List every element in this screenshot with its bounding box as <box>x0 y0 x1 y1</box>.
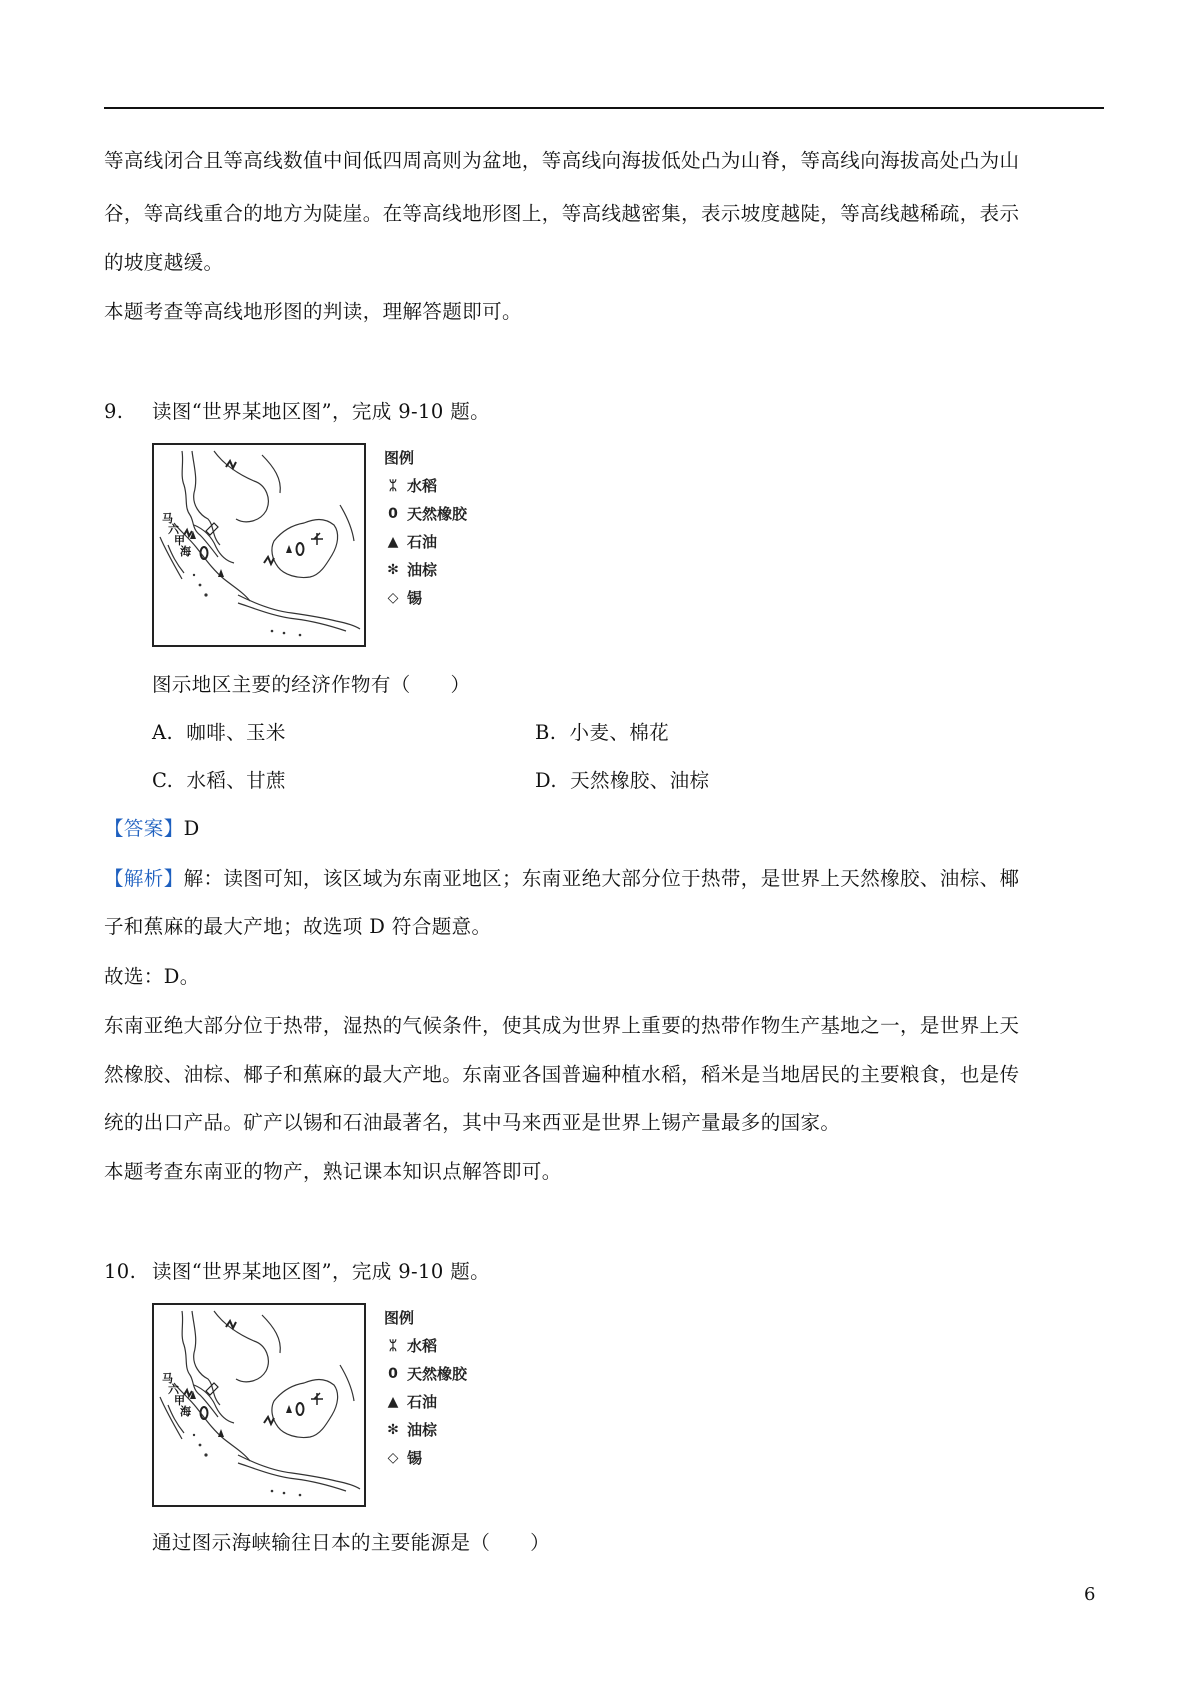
q9-detail-line-3: 统的出口产品。矿产以锡和石油最著名，其中马来西亚是世界上锡产量最多的国家。 <box>104 1111 841 1134</box>
legend-item: ▲ 石油 <box>384 1391 437 1412</box>
strait-char: 六 <box>168 1383 179 1396</box>
q9-option-c <box>152 768 286 794</box>
strait-char: 甲 <box>174 1394 185 1407</box>
legend-title: 图例 <box>384 449 415 467</box>
oil-icon: ▲ <box>387 533 399 550</box>
option-letter: B. <box>535 721 557 744</box>
option-text: 咖啡、玉米 <box>186 721 286 744</box>
q9-detail-line-1: 东南亚绝大部分位于热带，湿热的气候条件，使其成为世界上重要的热带作物生产基地之一，是世界上天 <box>104 1014 1020 1037</box>
legend-item: ◇ 锡 <box>384 1447 422 1468</box>
q9-detail-line-2: 然橡胶、油棕、椰子和蕉麻的最大产地。东南亚各国普遍种植水稻，稻米是当地居民的主要粮食，也是传 <box>104 1063 1020 1086</box>
map-legend <box>384 447 494 647</box>
q9-answer <box>104 816 200 842</box>
q9-option-b <box>535 720 669 746</box>
q10-number: 10. <box>104 1260 137 1283</box>
strait-char: 马 <box>162 1372 173 1385</box>
q9-question: 图示地区主要的经济作物有（ ） <box>152 673 471 696</box>
q10-stem: 读图“世界某地区图”，完成 9-10 题。 <box>152 1260 491 1283</box>
legend-item: ◇ 锡 <box>384 587 422 608</box>
q9-stem: 读图“世界某地区图”，完成 9-10 题。 <box>152 400 491 423</box>
page-number: 6 <box>1084 1584 1096 1605</box>
q9-analysis-line-2: 子和蕉麻的最大产地；故选项 D 符合题意。 <box>104 915 492 938</box>
analysis-text: 解：读图可知，该区域为东南亚地区；东南亚绝大部分位于热带，是世界上天然橡胶、油棕、椰 <box>183 867 1020 890</box>
option-letter: D. <box>535 769 557 792</box>
q9-detail-line-4: 本题考查东南亚的物产，熟记课本知识点解答即可。 <box>104 1160 562 1183</box>
legend-item: 0 天然橡胶 <box>384 1363 467 1384</box>
q9-option-a <box>152 720 286 746</box>
q9-map-figure <box>152 443 492 648</box>
strait-label <box>162 513 191 557</box>
option-letter: C. <box>152 769 174 792</box>
legend-item: ✻ 油棕 <box>384 559 437 580</box>
q10-question: 通过图示海峡输往日本的主要能源是（ ） <box>152 1531 551 1554</box>
rice-icon: ᛯ <box>388 1337 398 1354</box>
map-legend <box>384 1307 494 1507</box>
strait-char: 海 <box>180 545 191 558</box>
explanation-line-2: 谷，等高线重合的地方为陡崖。在等高线地形图上，等高线越密集，表示坡度越陡，等高线越稀疏，表示 <box>104 202 1020 225</box>
map-frame <box>152 1303 366 1507</box>
oil-palm-icon: ✻ <box>387 1421 399 1438</box>
map-frame <box>152 443 366 647</box>
option-text: 小麦、棉花 <box>569 721 670 744</box>
strait-char: 甲 <box>174 534 185 547</box>
rubber-icon: 0 <box>388 505 398 522</box>
option-letter: A. <box>152 721 174 744</box>
legend-item: ▲ 石油 <box>384 531 437 552</box>
explanation-line-1: 等高线闭合且等高线数值中间低四周高则为盆地，等高线向海拔低处凸为山脊，等高线向海拔高处凸为山 <box>104 149 1020 172</box>
legend-item: ᛯ 水稻 <box>384 1335 437 1356</box>
tin-icon: ◇ <box>387 589 399 606</box>
strait-char: 海 <box>180 1405 191 1418</box>
answer-value: D <box>183 817 200 840</box>
strait-char: 六 <box>168 523 179 536</box>
q9-option-d <box>535 768 709 794</box>
answer-label: 【答案】 <box>104 817 184 840</box>
q10-map-figure <box>152 1303 492 1508</box>
analysis-label: 【解析】 <box>104 867 184 890</box>
legend-item: ✻ 油棕 <box>384 1419 437 1440</box>
explanation-line-3: 的坡度越缓。 <box>104 251 224 274</box>
strait-char: 马 <box>162 512 173 525</box>
q9-number: 9. <box>104 400 124 423</box>
rice-icon: ᛯ <box>388 477 398 494</box>
option-text: 水稻、甘蔗 <box>186 769 286 792</box>
legend-item: ᛯ 水稻 <box>384 475 437 496</box>
map-symbols <box>184 461 323 577</box>
legend-item: 0 天然橡胶 <box>384 503 467 524</box>
rubber-icon: 0 <box>388 1365 398 1382</box>
oil-icon: ▲ <box>387 1393 399 1410</box>
tin-icon: ◇ <box>387 1449 399 1466</box>
option-text: 天然橡胶、油棕 <box>570 769 710 792</box>
q9-analysis-line-1 <box>104 866 1019 892</box>
legend-title: 图例 <box>384 1309 415 1327</box>
map-symbols <box>184 1321 323 1437</box>
header-rule <box>104 107 1104 109</box>
oil-palm-icon: ✻ <box>387 561 399 578</box>
explanation-line-4: 本题考查等高线地形图的判读，理解答题即可。 <box>104 300 522 323</box>
q9-conclusion: 故选：D。 <box>104 965 200 988</box>
strait-label <box>162 1373 191 1417</box>
